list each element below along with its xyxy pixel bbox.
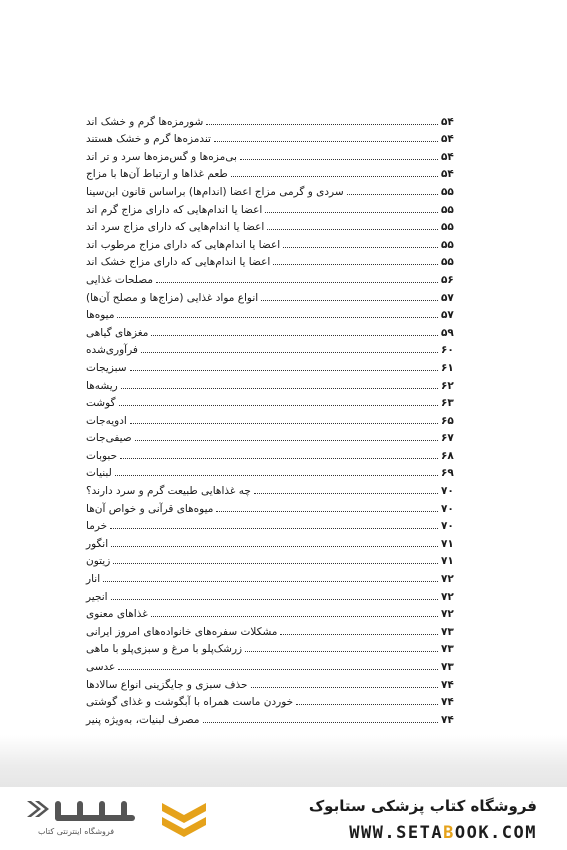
store-footer-banner bbox=[0, 787, 567, 850]
toc-entry-page-number: ۷۰ bbox=[441, 502, 454, 515]
toc-entry-title: چه غذاهایی طبیعت گرم و سرد دارند؟ bbox=[86, 485, 251, 498]
toc-entry bbox=[84, 145, 457, 163]
toc-entry-page-number: ۶۳ bbox=[441, 397, 454, 410]
toc-entry-title: سبزیجات bbox=[86, 361, 127, 374]
toc-entry bbox=[84, 233, 457, 251]
page-edge-shadow bbox=[0, 735, 567, 787]
toc-entry bbox=[84, 356, 457, 374]
toc-entry bbox=[84, 392, 457, 410]
toc-dot-leader bbox=[135, 440, 438, 441]
toc-entry bbox=[84, 585, 457, 603]
toc-entry-title: سردی و گرمی مزاج اعضا (اندام‌ها) براساس قانون ابن‌سینا bbox=[86, 185, 344, 198]
toc-entry-title: انگور bbox=[86, 537, 109, 550]
toc-dot-leader bbox=[280, 634, 438, 635]
toc-dot-leader bbox=[273, 264, 438, 265]
toc-entry-title: لبنیات bbox=[86, 467, 112, 480]
toc-entry bbox=[84, 532, 457, 550]
toc-entry-title: میوه‌ها bbox=[86, 309, 115, 322]
toc-entry-title: اعضا یا اندام‌هایی که دارای مزاج گرم اند bbox=[86, 203, 263, 216]
toc-entry-title: حبوبات bbox=[86, 449, 118, 462]
toc-entry bbox=[84, 163, 457, 181]
toc-entry-page-number: ۷۳ bbox=[441, 643, 454, 656]
toc-entry-title: میوه‌های قرآنی و خواص آن‌ها bbox=[86, 502, 214, 515]
toc-entry-page-number: ۷۳ bbox=[441, 661, 454, 673]
toc-entry bbox=[84, 620, 457, 638]
toc-entry-page-number: ۵۷ bbox=[441, 309, 454, 322]
toc-entry bbox=[84, 198, 457, 216]
toc-entry-title: شورمزه‌ها گرم و خشک اند bbox=[86, 115, 204, 128]
toc-dot-leader bbox=[110, 528, 438, 529]
toc-dot-leader bbox=[265, 212, 438, 213]
toc-entry-title: طعم غذاها و ارتباط آن‌ها با مزاج bbox=[86, 168, 228, 181]
toc-entry-title: گوشت bbox=[86, 397, 116, 410]
toc-entry-page-number: ۵۴ bbox=[441, 115, 454, 128]
toc-entry-page-number: ۵۴ bbox=[441, 168, 454, 181]
toc-entry bbox=[84, 444, 457, 462]
toc-entry bbox=[84, 462, 457, 480]
toc-entry-page-number: ۶۵ bbox=[441, 414, 454, 427]
toc-dot-leader bbox=[113, 563, 438, 564]
toc-entry bbox=[84, 374, 457, 392]
toc-entry-page-number: ۶۸ bbox=[441, 449, 454, 462]
toc-entry-title: ادویه‌جات bbox=[86, 414, 127, 427]
toc-dot-leader bbox=[283, 247, 438, 248]
toc-dot-leader bbox=[214, 141, 438, 142]
table-of-contents bbox=[84, 110, 457, 726]
logo-tagline: فروشگاه اینترنتی کتاب bbox=[38, 827, 115, 836]
toc-entry-title: تندمزه‌ها گرم و خشک هستند bbox=[86, 133, 211, 146]
toc-entry bbox=[84, 638, 457, 656]
toc-entry-title: صیفی‌جات bbox=[86, 432, 132, 445]
toc-entry bbox=[84, 304, 457, 322]
toc-entry-page-number: ۷۴ bbox=[441, 713, 454, 726]
toc-entry-title: فرآوری‌شده bbox=[86, 344, 138, 357]
seta-wordmark-logo bbox=[25, 795, 145, 845]
seta-chevron-logo-icon bbox=[158, 799, 210, 841]
toc-dot-leader bbox=[141, 352, 438, 353]
toc-entry-title: خرما bbox=[86, 520, 108, 533]
url-part1: WWW.SETA bbox=[349, 823, 444, 843]
toc-entry-page-number: ۵۴ bbox=[441, 150, 454, 163]
toc-entry-page-number: ۵۵ bbox=[441, 256, 454, 269]
toc-entry bbox=[84, 128, 457, 146]
toc-entry bbox=[84, 268, 457, 286]
toc-entry-title: زیتون bbox=[86, 555, 111, 568]
toc-dot-leader bbox=[130, 423, 438, 424]
toc-entry bbox=[84, 691, 457, 709]
toc-entry-title: انواع مواد غذایی (مزاج‌ها و مصلح آن‌ها) bbox=[86, 291, 259, 304]
toc-entry-page-number: ۷۴ bbox=[441, 678, 454, 691]
toc-entry bbox=[84, 567, 457, 585]
toc-entry bbox=[84, 110, 457, 128]
toc-entry bbox=[84, 180, 457, 198]
toc-entry bbox=[84, 708, 457, 726]
toc-entry-page-number: ۷۲ bbox=[441, 590, 454, 603]
toc-dot-leader bbox=[121, 388, 438, 389]
store-name: فروشگاه کتاب پزشکی ستابوک bbox=[308, 797, 537, 815]
toc-entry-page-number: ۵۹ bbox=[441, 326, 454, 339]
toc-dot-leader bbox=[118, 669, 438, 670]
toc-entry-title: مصلحات غذایی bbox=[86, 273, 153, 286]
toc-entry bbox=[84, 216, 457, 234]
toc-entry-page-number: ۷۳ bbox=[441, 625, 454, 638]
toc-entry-title: بی‌مزه‌ها و گس‌مزه‌ها سرد و تر اند bbox=[86, 150, 237, 163]
toc-entry-title: عدسی bbox=[86, 661, 116, 673]
toc-entry-title: خوردن ماست همراه با آبگوشت و غذای گوشتی bbox=[86, 696, 294, 709]
toc-entry-title: ریشه‌ها bbox=[86, 379, 118, 392]
toc-entry-page-number: ۵۵ bbox=[441, 185, 454, 198]
toc-entry bbox=[84, 286, 457, 304]
toc-dot-leader bbox=[203, 722, 439, 723]
toc-dot-leader bbox=[231, 176, 438, 177]
url-part2: OOK.COM bbox=[454, 823, 537, 843]
toc-entry bbox=[84, 339, 457, 357]
toc-entry bbox=[84, 321, 457, 339]
toc-entry-page-number: ۷۰ bbox=[441, 485, 454, 498]
url-accent: B bbox=[443, 823, 455, 843]
toc-entry-page-number: ۵۶ bbox=[441, 273, 454, 286]
toc-entry-page-number: ۶۷ bbox=[441, 432, 454, 445]
toc-entry-page-number: ۵۷ bbox=[441, 291, 454, 304]
toc-dot-leader bbox=[111, 546, 438, 547]
toc-dot-leader bbox=[151, 335, 438, 336]
toc-dot-leader bbox=[245, 651, 438, 652]
toc-dot-leader bbox=[251, 687, 438, 688]
toc-entry-page-number: ۶۱ bbox=[441, 361, 454, 374]
toc-dot-leader bbox=[261, 300, 438, 301]
toc-entry-page-number: ۷۰ bbox=[441, 520, 454, 533]
toc-entry-title: اعضا یا اندام‌هایی که دارای مزاج سرد اند bbox=[86, 221, 265, 234]
toc-entry-page-number: ۷۲ bbox=[441, 573, 454, 586]
toc-entry-page-number: ۶۰ bbox=[441, 344, 454, 357]
toc-entry bbox=[84, 603, 457, 621]
toc-entry-title: زرشک‌پلو با مرغ و سبزی‌پلو با ماهی bbox=[86, 643, 243, 656]
toc-dot-leader bbox=[115, 475, 438, 476]
toc-entry bbox=[84, 550, 457, 568]
toc-entry-page-number: ۶۹ bbox=[441, 467, 454, 480]
toc-entry-title: غذاهای معنوی bbox=[86, 608, 148, 621]
toc-dot-leader bbox=[296, 704, 438, 705]
toc-entry-page-number: ۵۴ bbox=[441, 133, 454, 146]
toc-dot-leader bbox=[216, 511, 438, 512]
toc-dot-leader bbox=[267, 229, 438, 230]
store-url[interactable] bbox=[349, 823, 537, 843]
toc-entry-page-number: ۵۵ bbox=[441, 238, 454, 251]
toc-dot-leader bbox=[130, 370, 438, 371]
toc-dot-leader bbox=[151, 616, 438, 617]
toc-entry bbox=[84, 655, 457, 673]
toc-dot-leader bbox=[119, 405, 438, 406]
toc-entry bbox=[84, 673, 457, 691]
toc-entry-page-number: ۵۵ bbox=[441, 203, 454, 216]
toc-dot-leader bbox=[120, 458, 438, 459]
toc-dot-leader bbox=[117, 317, 438, 318]
toc-entry-page-number: ۷۴ bbox=[441, 696, 454, 709]
toc-entry bbox=[84, 515, 457, 533]
toc-entry-page-number: ۵۵ bbox=[441, 221, 454, 234]
toc-entry-title: انجیر bbox=[86, 590, 108, 603]
toc-entry-title: اعضا یا اندام‌هایی که دارای مزاج مرطوب اند bbox=[86, 238, 281, 251]
toc-entry-title: مشکلات سفره‌های خانواده‌های امروز ایرانی bbox=[86, 625, 278, 638]
toc-entry-title: انار bbox=[86, 573, 101, 586]
toc-dot-leader bbox=[240, 159, 438, 160]
toc-dot-leader bbox=[156, 282, 438, 283]
toc-entry-page-number: ۶۲ bbox=[441, 379, 454, 392]
toc-entry-title: حذف سبزی و جایگزینی انواع سالادها bbox=[86, 678, 248, 691]
toc-entry bbox=[84, 251, 457, 269]
toc-dot-leader bbox=[206, 124, 438, 125]
toc-dot-leader bbox=[254, 493, 438, 494]
toc-dot-leader bbox=[111, 599, 438, 600]
toc-entry-page-number: ۷۱ bbox=[441, 555, 454, 568]
toc-entry-title: مصرف لبنیات، به‌ویژه پنیر bbox=[86, 713, 200, 726]
toc-entry bbox=[84, 497, 457, 515]
toc-entry bbox=[84, 427, 457, 445]
toc-entry-title: اعضا یا اندام‌هایی که دارای مزاج خشک اند bbox=[86, 256, 271, 269]
toc-entry-page-number: ۷۲ bbox=[441, 608, 454, 621]
toc-dot-leader bbox=[347, 194, 438, 195]
toc-dot-leader bbox=[103, 581, 438, 582]
toc-entry-title: مغزهای گیاهی bbox=[86, 326, 149, 339]
toc-entry bbox=[84, 479, 457, 497]
toc-entry-page-number: ۷۱ bbox=[441, 537, 454, 550]
toc-entry bbox=[84, 409, 457, 427]
